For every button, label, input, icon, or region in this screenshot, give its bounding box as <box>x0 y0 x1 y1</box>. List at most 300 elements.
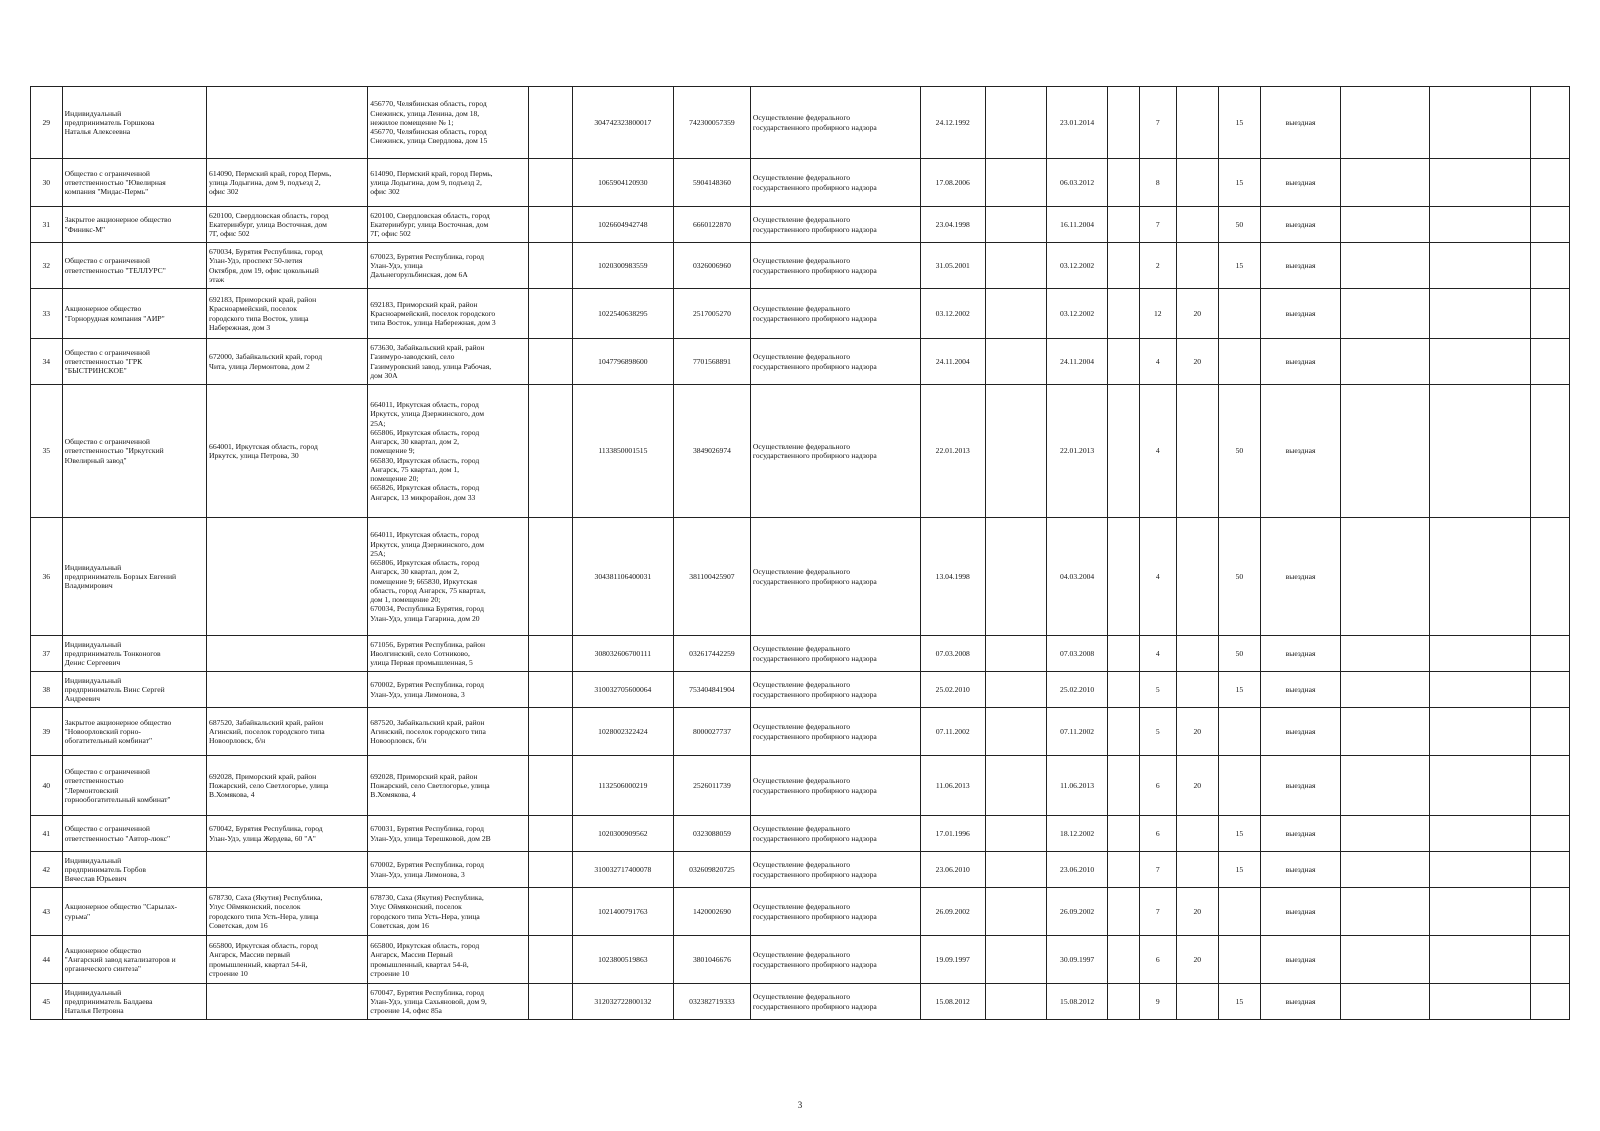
legal-address: 670034, Бурятия Республика, город Улан-Удэ, проспект 50-летия Октября, дом 19, офис цокольный этаж <box>207 243 368 289</box>
empty-cell <box>1341 816 1430 852</box>
duration-hours <box>1218 289 1260 339</box>
inn: 1420002690 <box>673 888 750 936</box>
other-grounds <box>1108 159 1140 207</box>
last-inspection-end-date <box>985 936 1046 984</box>
legal-address: 665800, Иркутская область, город Ангарск, Массив первый промышленный, квартал 54-й, строение 10 <box>207 936 368 984</box>
inspection-form: выездная <box>1261 159 1341 207</box>
start-month: 6 <box>1139 756 1176 816</box>
inspection-form: выездная <box>1261 672 1341 708</box>
org-name: Закрытое акционерное общество "Финикс-М" <box>62 207 206 243</box>
table-row <box>31 518 1570 636</box>
registration-date: 26.09.2002 <box>920 888 985 936</box>
org-name: Общество с ограниченной ответственностью "Иркутский Ювелирный завод" <box>62 385 206 518</box>
inn: 032617442259 <box>673 636 750 672</box>
registration-date: 19.09.1997 <box>920 936 985 984</box>
inspection-form: выездная <box>1261 708 1341 756</box>
activity-start-date: 23.06.2010 <box>1047 852 1108 888</box>
duration-days: 20 <box>1176 888 1218 936</box>
activity-address: 670047, Бурятия Республика, город Улан-Удэ, улица Сахьяновой, дом 9, строение 14, офис 85а <box>368 984 528 1020</box>
activity-address: 620100, Свердловская область, город Екатеринбург, улица Восточная, дом 7Г, офис 502 <box>368 207 528 243</box>
empty-cell <box>1530 87 1569 159</box>
empty-cell <box>1341 243 1430 289</box>
other-grounds <box>1108 984 1140 1020</box>
activity-start-date: 07.03.2008 <box>1047 636 1108 672</box>
legal-address: 692183, Приморский край, район Красноармейский, поселок городского типа Восток, улица Набережная, дом 3 <box>207 289 368 339</box>
registration-date: 17.08.2006 <box>920 159 985 207</box>
registration-date: 03.12.2002 <box>920 289 985 339</box>
empty-cell <box>1530 672 1569 708</box>
duration-hours: 50 <box>1218 518 1260 636</box>
inspection-purpose: Осуществление федерального государственного пробирного надзора <box>750 816 920 852</box>
registration-date: 17.01.1996 <box>920 816 985 852</box>
last-inspection-end-date <box>985 672 1046 708</box>
empty-cell <box>528 672 572 708</box>
last-inspection-end-date <box>985 756 1046 816</box>
duration-hours: 15 <box>1218 87 1260 159</box>
inspection-purpose: Осуществление федерального государственного пробирного надзора <box>750 636 920 672</box>
table-row <box>31 385 1570 518</box>
duration-days <box>1176 385 1218 518</box>
row-number: 34 <box>31 339 63 385</box>
empty-cell <box>528 207 572 243</box>
empty-cell <box>528 984 572 1020</box>
org-name: Закрытое акционерное общество "Новоорловский горно- обогатительный комбинат" <box>62 708 206 756</box>
last-inspection-end-date <box>985 888 1046 936</box>
last-inspection-end-date <box>985 207 1046 243</box>
empty-cell <box>1530 243 1569 289</box>
last-inspection-end-date <box>985 339 1046 385</box>
inn: 2526011739 <box>673 756 750 816</box>
last-inspection-end-date <box>985 984 1046 1020</box>
activity-start-date: 03.12.2002 <box>1047 289 1108 339</box>
inspection-purpose: Осуществление федерального государственного пробирного надзора <box>750 888 920 936</box>
table-body <box>31 87 1570 1020</box>
last-inspection-end-date <box>985 243 1046 289</box>
inspection-form: выездная <box>1261 339 1341 385</box>
legal-address <box>207 672 368 708</box>
empty-cell <box>1530 385 1569 518</box>
org-name: Акционерное общество "Сарылах- сурьма" <box>62 888 206 936</box>
empty-cell <box>1341 385 1430 518</box>
row-number: 41 <box>31 816 63 852</box>
inn: 8000027737 <box>673 708 750 756</box>
empty-cell <box>528 816 572 852</box>
last-inspection-end-date <box>985 289 1046 339</box>
inn: 2517005270 <box>673 289 750 339</box>
inspection-purpose: Осуществление федерального государственного пробирного надзора <box>750 708 920 756</box>
duration-days <box>1176 207 1218 243</box>
start-month: 12 <box>1139 289 1176 339</box>
empty-cell <box>1341 984 1430 1020</box>
other-grounds <box>1108 87 1140 159</box>
registration-date: 11.06.2013 <box>920 756 985 816</box>
empty-cell <box>528 636 572 672</box>
empty-cell <box>1530 852 1569 888</box>
inspection-form: выездная <box>1261 87 1341 159</box>
ogrn: 1021400791763 <box>572 888 673 936</box>
duration-hours: 15 <box>1218 816 1260 852</box>
empty-cell <box>1530 159 1569 207</box>
row-number: 30 <box>31 159 63 207</box>
duration-hours <box>1218 936 1260 984</box>
empty-cell <box>1341 159 1430 207</box>
table-row <box>31 888 1570 936</box>
start-month: 2 <box>1139 243 1176 289</box>
empty-cell <box>528 87 572 159</box>
activity-address: 670002, Бурятия Республика, город Улан-Удэ, улица Лимонова, 3 <box>368 852 528 888</box>
legal-address: 670042, Бурятия Республика, город Улан-Удэ, улица Жердева, 60 "А" <box>207 816 368 852</box>
activity-address: 664011, Иркутская область, город Иркутск, улица Дзержинского, дом 25А; 665806, Иркутская область, город Ангарск, 30 квартал, дом 2, помещение 9; 665830, Иркутская область, город Ангарск, 75 квартал, дом 1, помещение 20; 670034, Республика Бурятия, город Улан-Удэ, улица Гагарина, дом 20 <box>368 518 528 636</box>
inspection-form: выездная <box>1261 289 1341 339</box>
inspection-form: выездная <box>1261 936 1341 984</box>
empty-cell <box>1341 636 1430 672</box>
duration-days <box>1176 518 1218 636</box>
start-month: 4 <box>1139 636 1176 672</box>
inspection-purpose: Осуществление федерального государственного пробирного надзора <box>750 984 920 1020</box>
inn: 0323088059 <box>673 816 750 852</box>
inspection-form: выездная <box>1261 385 1341 518</box>
legal-address: 614090, Пермский край, город Пермь, улица Лодыгина, дом 9, подъезд 2, офис 302 <box>207 159 368 207</box>
table-row <box>31 159 1570 207</box>
inn: 032382719333 <box>673 984 750 1020</box>
empty-cell <box>528 289 572 339</box>
org-name: Общество с ограниченной ответственностью "ГРК "БЫСТРИНСКОЕ" <box>62 339 206 385</box>
legal-address <box>207 636 368 672</box>
ogrn: 1133850001515 <box>572 385 673 518</box>
empty-cell <box>1530 756 1569 816</box>
empty-cell <box>528 852 572 888</box>
row-number: 43 <box>31 888 63 936</box>
duration-hours <box>1218 708 1260 756</box>
empty-cell <box>1530 936 1569 984</box>
empty-cell <box>1530 708 1569 756</box>
row-number: 31 <box>31 207 63 243</box>
empty-cell <box>528 708 572 756</box>
duration-hours: 50 <box>1218 207 1260 243</box>
inspection-form: выездная <box>1261 243 1341 289</box>
ogrn: 304742323800017 <box>572 87 673 159</box>
registration-date: 13.04.1998 <box>920 518 985 636</box>
empty-cell <box>1429 984 1530 1020</box>
activity-address: 671056, Бурятия Республика, район Иволгинский, село Сотниково, улица Первая промышленная, 5 <box>368 636 528 672</box>
start-month: 4 <box>1139 339 1176 385</box>
org-name: Общество с ограниченной ответственностью "Автор-люкс" <box>62 816 206 852</box>
other-grounds <box>1108 289 1140 339</box>
empty-cell <box>1341 852 1430 888</box>
empty-cell <box>1530 984 1569 1020</box>
inn: 032609820725 <box>673 852 750 888</box>
empty-cell <box>1429 672 1530 708</box>
inspection-form: выездная <box>1261 636 1341 672</box>
empty-cell <box>1429 936 1530 984</box>
duration-days: 20 <box>1176 708 1218 756</box>
inspection-purpose: Осуществление федерального государственного пробирного надзора <box>750 385 920 518</box>
table-row <box>31 984 1570 1020</box>
empty-cell <box>1530 888 1569 936</box>
activity-start-date: 06.03.2012 <box>1047 159 1108 207</box>
empty-cell <box>1530 636 1569 672</box>
activity-address: 678730, Саха (Якутия) Республика, Улус Оймяконский, поселок городского типа Усть-Нера, улица Советская, дом 16 <box>368 888 528 936</box>
registration-date: 23.04.1998 <box>920 207 985 243</box>
other-grounds <box>1108 756 1140 816</box>
start-month: 6 <box>1139 936 1176 984</box>
registration-date: 31.05.2001 <box>920 243 985 289</box>
ogrn: 310032705600064 <box>572 672 673 708</box>
empty-cell <box>1429 708 1530 756</box>
duration-days <box>1176 87 1218 159</box>
duration-hours: 15 <box>1218 159 1260 207</box>
inspection-purpose: Осуществление федерального государственного пробирного надзора <box>750 518 920 636</box>
duration-hours: 15 <box>1218 852 1260 888</box>
other-grounds <box>1108 888 1140 936</box>
inn: 7701568891 <box>673 339 750 385</box>
empty-cell <box>1429 339 1530 385</box>
inspection-purpose: Осуществление федерального государственного пробирного надзора <box>750 159 920 207</box>
duration-days <box>1176 852 1218 888</box>
ogrn: 308032606700111 <box>572 636 673 672</box>
org-name: Индивидуальный предприниматель Тонконогов Денис Сергеевич <box>62 636 206 672</box>
other-grounds <box>1108 207 1140 243</box>
ogrn: 1047796898600 <box>572 339 673 385</box>
table-row <box>31 672 1570 708</box>
org-name: Общество с ограниченной ответственностью "ТЕЛЛУРС" <box>62 243 206 289</box>
empty-cell <box>528 756 572 816</box>
org-name: Индивидуальный предприниматель Винс Сергей Андреевич <box>62 672 206 708</box>
page-number: 3 <box>797 1100 803 1110</box>
inspection-purpose: Осуществление федерального государственного пробирного надзора <box>750 936 920 984</box>
empty-cell <box>528 243 572 289</box>
other-grounds <box>1108 852 1140 888</box>
other-grounds <box>1108 518 1140 636</box>
activity-start-date: 03.12.2002 <box>1047 243 1108 289</box>
last-inspection-end-date <box>985 816 1046 852</box>
inspection-form: выездная <box>1261 518 1341 636</box>
empty-cell <box>1530 518 1569 636</box>
duration-days: 20 <box>1176 756 1218 816</box>
activity-address: 670023, Бурятия Республика, город Улан-Удэ, улица Дальнегорульбинская, дом 6А <box>368 243 528 289</box>
row-number: 33 <box>31 289 63 339</box>
activity-address: 665800, Иркутская область, город Ангарск, Массив Первый промышленный, квартал 54-й, строение 10 <box>368 936 528 984</box>
table-row <box>31 207 1570 243</box>
table-row <box>31 289 1570 339</box>
other-grounds <box>1108 243 1140 289</box>
inspection-purpose: Осуществление федерального государственного пробирного надзора <box>750 672 920 708</box>
empty-cell <box>1429 385 1530 518</box>
duration-hours: 50 <box>1218 385 1260 518</box>
inn: 5904148360 <box>673 159 750 207</box>
empty-cell <box>1341 756 1430 816</box>
activity-start-date: 24.11.2004 <box>1047 339 1108 385</box>
table-row <box>31 339 1570 385</box>
start-month: 4 <box>1139 518 1176 636</box>
duration-hours: 15 <box>1218 672 1260 708</box>
activity-address: 664011, Иркутская область, город Иркутск, улица Дзержинского, дом 25А; 665806, Иркутская область, город Ангарск, 30 квартал, дом 2, помещение 9; 665830, Иркутская область, город Ангарск, 75 квартал, дом 1, помещение 20; 665826, Иркутская область, город Ангарск, 13 микрорайон, дом 33 <box>368 385 528 518</box>
ogrn: 1028002322424 <box>572 708 673 756</box>
other-grounds <box>1108 339 1140 385</box>
row-number: 32 <box>31 243 63 289</box>
table-row <box>31 708 1570 756</box>
activity-address: 670002, Бурятия Республика, город Улан-Удэ, улица Лимонова, 3 <box>368 672 528 708</box>
org-name: Акционерное общество "Горнорудная компания "АИР" <box>62 289 206 339</box>
duration-days <box>1176 243 1218 289</box>
ogrn: 1026604942748 <box>572 207 673 243</box>
start-month: 7 <box>1139 852 1176 888</box>
row-number: 39 <box>31 708 63 756</box>
legal-address: 678730, Саха (Якутия) Республика, Улус Оймяконский, поселок городского типа Усть-Нера, улица Советская, дом 16 <box>207 888 368 936</box>
legal-address <box>207 87 368 159</box>
inspection-form: выездная <box>1261 816 1341 852</box>
empty-cell <box>528 159 572 207</box>
row-number: 37 <box>31 636 63 672</box>
other-grounds <box>1108 385 1140 518</box>
empty-cell <box>1341 672 1430 708</box>
activity-address: 687520, Забайкальский край, район Агинский, поселок городского типа Новоорловск, б/н <box>368 708 528 756</box>
other-grounds <box>1108 636 1140 672</box>
row-number: 38 <box>31 672 63 708</box>
empty-cell <box>1429 636 1530 672</box>
row-number: 36 <box>31 518 63 636</box>
org-name: Акционерное общество "Ангарский завод катализаторов и органического синтеза" <box>62 936 206 984</box>
duration-hours <box>1218 756 1260 816</box>
legal-address: 620100, Свердловская область, город Екатеринбург, улица Восточная, дом 7Г, офис 502 <box>207 207 368 243</box>
registration-date: 15.08.2012 <box>920 984 985 1020</box>
start-month: 8 <box>1139 159 1176 207</box>
start-month: 7 <box>1139 888 1176 936</box>
table-row <box>31 936 1570 984</box>
duration-days <box>1176 816 1218 852</box>
start-month: 9 <box>1139 984 1176 1020</box>
empty-cell <box>1341 289 1430 339</box>
last-inspection-end-date <box>985 385 1046 518</box>
activity-start-date: 04.03.2004 <box>1047 518 1108 636</box>
row-number: 44 <box>31 936 63 984</box>
legal-address <box>207 852 368 888</box>
legal-address: 664001, Иркутская область, город Иркутск, улица Петрова, 30 <box>207 385 368 518</box>
inspection-purpose: Осуществление федерального государственного пробирного надзора <box>750 756 920 816</box>
other-grounds <box>1108 816 1140 852</box>
duration-hours: 50 <box>1218 636 1260 672</box>
legal-address: 687520, Забайкальский край, район Агинский, поселок городского типа Новоорловск, б/н <box>207 708 368 756</box>
empty-cell <box>528 888 572 936</box>
ogrn: 310032717400078 <box>572 852 673 888</box>
ogrn: 304381106400031 <box>572 518 673 636</box>
last-inspection-end-date <box>985 852 1046 888</box>
activity-start-date: 07.11.2002 <box>1047 708 1108 756</box>
table-row <box>31 756 1570 816</box>
registration-date: 07.03.2008 <box>920 636 985 672</box>
empty-cell <box>1429 243 1530 289</box>
duration-hours: 15 <box>1218 243 1260 289</box>
registration-date: 24.11.2004 <box>920 339 985 385</box>
table-row <box>31 243 1570 289</box>
duration-hours <box>1218 339 1260 385</box>
empty-cell <box>1341 708 1430 756</box>
activity-address: 670031, Бурятия Республика, город Улан-Удэ, улица Терешковой, дом 2В <box>368 816 528 852</box>
empty-cell <box>1530 289 1569 339</box>
start-month: 7 <box>1139 87 1176 159</box>
inn: 6660122870 <box>673 207 750 243</box>
empty-cell <box>1429 756 1530 816</box>
registration-date: 24.12.1992 <box>920 87 985 159</box>
empty-cell <box>1429 518 1530 636</box>
inn: 3849026974 <box>673 385 750 518</box>
inspection-purpose: Осуществление федерального государственного пробирного надзора <box>750 207 920 243</box>
empty-cell <box>1341 87 1430 159</box>
inspection-form: выездная <box>1261 756 1341 816</box>
inspection-plan-sheet <box>30 86 1570 1020</box>
duration-days: 20 <box>1176 936 1218 984</box>
last-inspection-end-date <box>985 518 1046 636</box>
empty-cell <box>1341 339 1430 385</box>
duration-hours <box>1218 888 1260 936</box>
activity-address: 456770, Челябинская область, город Снежинск, улица Ленина, дом 18, нежилое помещение № 1; 456770, Челябинская область, город Снежинск, улица Свердлова, дом 15 <box>368 87 528 159</box>
row-number: 42 <box>31 852 63 888</box>
inspection-form: выездная <box>1261 852 1341 888</box>
legal-address <box>207 984 368 1020</box>
empty-cell <box>1341 936 1430 984</box>
table-row <box>31 852 1570 888</box>
other-grounds <box>1108 708 1140 756</box>
row-number: 40 <box>31 756 63 816</box>
empty-cell <box>1429 207 1530 243</box>
org-name: Общество с ограниченной ответственностью "Лермонтовский горнообогатительный комбинат" <box>62 756 206 816</box>
ogrn: 1020300909562 <box>572 816 673 852</box>
empty-cell <box>1530 339 1569 385</box>
legal-address: 672000, Забайкальский край, город Чита, улица Лермонтова, дом 2 <box>207 339 368 385</box>
activity-start-date: 26.09.2002 <box>1047 888 1108 936</box>
duration-days: 20 <box>1176 339 1218 385</box>
activity-start-date: 22.01.2013 <box>1047 385 1108 518</box>
other-grounds <box>1108 936 1140 984</box>
empty-cell <box>1530 207 1569 243</box>
registration-date: 25.02.2010 <box>920 672 985 708</box>
inspection-form: выездная <box>1261 207 1341 243</box>
activity-address: 614090, Пермский край, город Пермь, улица Лодыгина, дом 9, подъезд 2, офис 302 <box>368 159 528 207</box>
inspection-purpose: Осуществление федерального государственного пробирного надзора <box>750 852 920 888</box>
empty-cell <box>1429 87 1530 159</box>
ogrn: 1022540638295 <box>572 289 673 339</box>
duration-days <box>1176 984 1218 1020</box>
row-number: 35 <box>31 385 63 518</box>
empty-cell <box>1341 207 1430 243</box>
activity-start-date: 23.01.2014 <box>1047 87 1108 159</box>
last-inspection-end-date <box>985 87 1046 159</box>
ogrn: 1023800519863 <box>572 936 673 984</box>
legal-address <box>207 518 368 636</box>
inspection-form: выездная <box>1261 888 1341 936</box>
empty-cell <box>528 339 572 385</box>
duration-hours: 15 <box>1218 984 1260 1020</box>
activity-start-date: 30.09.1997 <box>1047 936 1108 984</box>
org-name: Индивидуальный предприниматель Балдаева Наталья Петровна <box>62 984 206 1020</box>
activity-address: 673630, Забайкальский край, район Газимуро-заводский, село Газимуровский завод, улица Рабочая, дом 30А <box>368 339 528 385</box>
registration-date: 22.01.2013 <box>920 385 985 518</box>
org-name: Общество с ограниченной ответственностью "Ювелирная компания "Мидас-Пермь" <box>62 159 206 207</box>
activity-start-date: 16.11.2004 <box>1047 207 1108 243</box>
activity-start-date: 25.02.2010 <box>1047 672 1108 708</box>
duration-days <box>1176 672 1218 708</box>
empty-cell <box>1429 159 1530 207</box>
inspection-purpose: Осуществление федерального государственного пробирного надзора <box>750 243 920 289</box>
last-inspection-end-date <box>985 708 1046 756</box>
start-month: 5 <box>1139 708 1176 756</box>
table-row <box>31 816 1570 852</box>
inn: 753404841904 <box>673 672 750 708</box>
empty-cell <box>1429 816 1530 852</box>
activity-address: 692028, Приморский край, район Пожарский, село Светлогорье, улица В.Хомякова, 4 <box>368 756 528 816</box>
table-row <box>31 87 1570 159</box>
start-month: 7 <box>1139 207 1176 243</box>
